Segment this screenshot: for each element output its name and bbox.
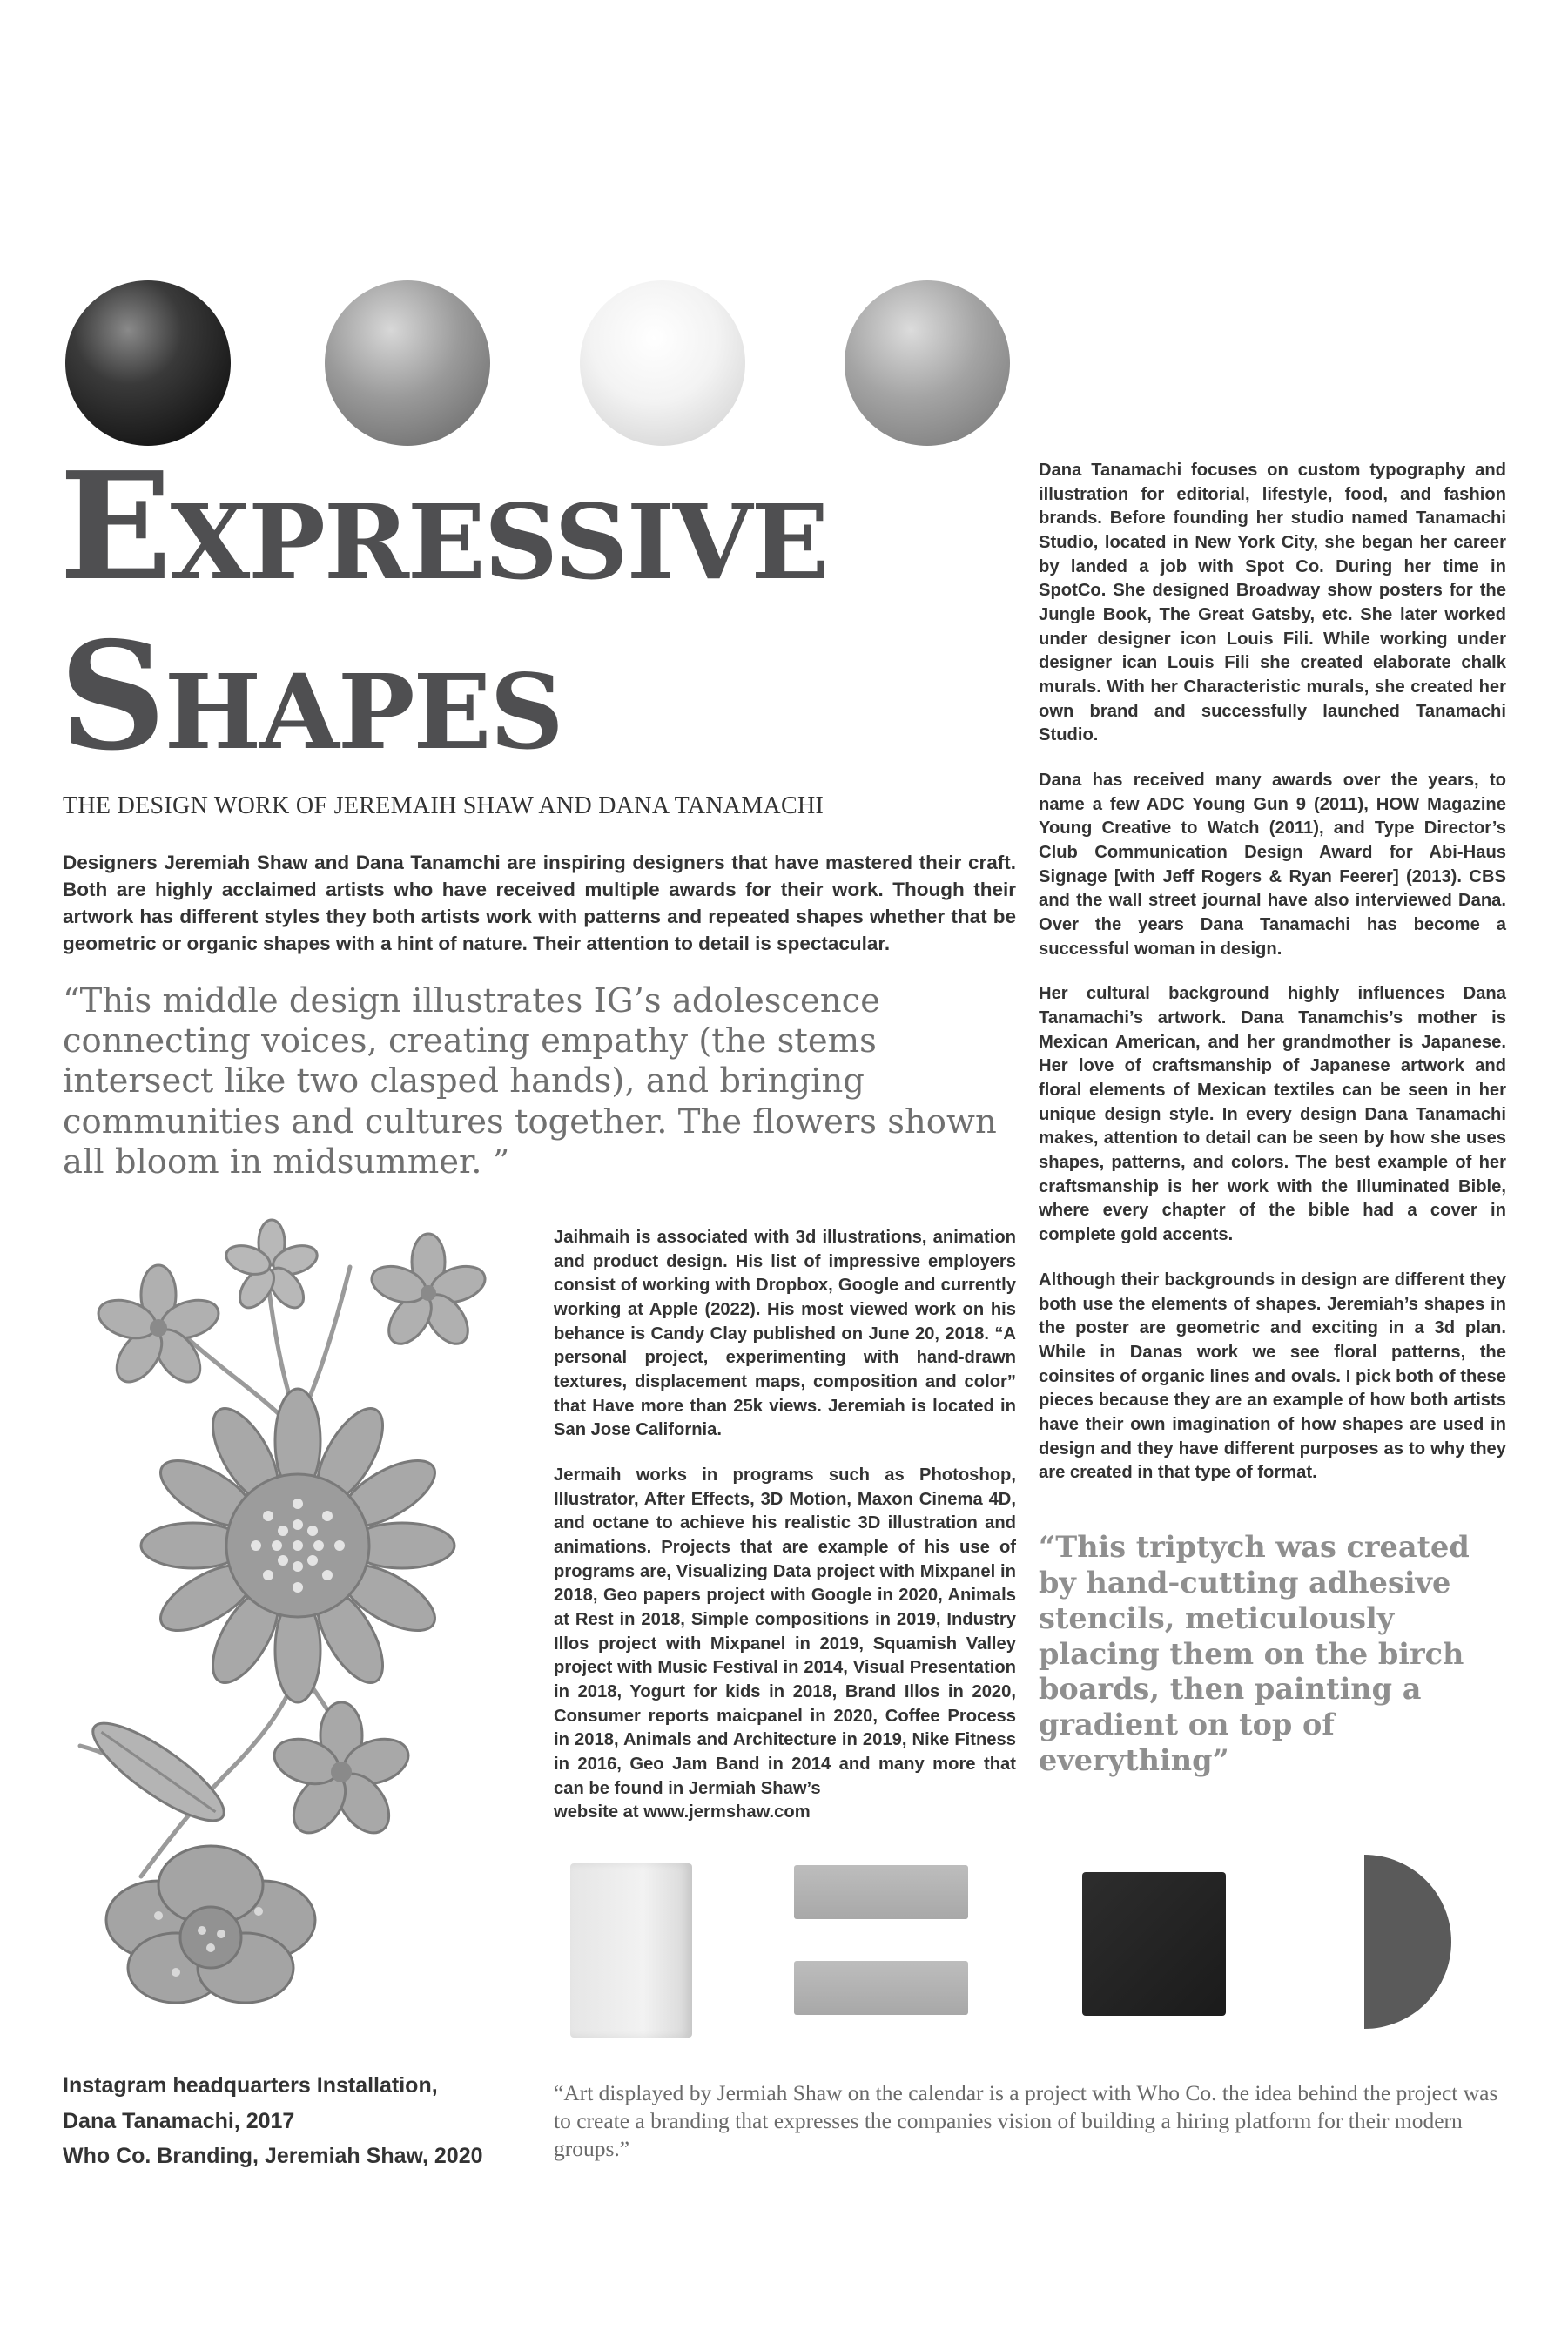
image-captions <box>63 2068 550 2174</box>
middle-design-quote: “This middle design illustrates IG’s adolescence connecting voices, creating empathy (the stems intersect like two clasped hands), and bringing communities and cultures together. The flowers shown all bloom in midsummer. ” <box>63 981 997 1182</box>
black-sphere <box>65 280 231 446</box>
title-initial-s: S <box>59 610 165 784</box>
calendar-quote: “Art displayed by Jermiah Shaw on the calendar is a project with Who Co. the idea behind the project was to create a branding that expresses the companies vision of building a hiring platform for their modern groups.” <box>554 2080 1498 2161</box>
small-flower-2 <box>367 1234 490 1351</box>
right-paragraph-3: Her cultural background highly influences Dana Tanamachi’s artwork. Dana Tanamchis’s mother is Mexican American, and her grandmother is Japanese. Her love of craftsmanship of Japanese artwork and floral elements of Mexican textiles can be seen in her unique design style. In every design Dana Tanamachi makes, attention to detail can be seen by how she uses shapes, patterns, and colors. The best example of her craftsmanship is her work with the Illuminated Bible, where every chapter of the bible had a cover in complete gold accents. <box>1039 984 1506 1245</box>
intro-paragraph: Designers Jeremiah Shaw and Dana Tanamchi are inspiring designers that have mastered their craft. Both are highly acclaimed artists who have received multiple awards for their work. Though their artwork has different styles they both artists work with patterns and repeated shapes whether that be geometric or organic shapes with a hint of nature. Their attention to detail is spectacular. <box>63 852 1016 955</box>
middle-paragraph-1: Jaihmaih is associated with 3d illustrations, animation and product design. His list of impressive employers consist of working with Dropbox, Google and currently working at Apple (2022). His most viewed work on his behance is Candy Clay published on June 20, 2018. “A personal project, experimenting with hand-drawn textures, displacement maps, composition and color” that Have more than 25k views. Jeremiah is located in San Jose California. <box>554 1228 1016 1440</box>
title-initial-e: E <box>59 440 171 614</box>
gray-sphere <box>325 280 490 446</box>
light-gray-sphere <box>845 280 1010 446</box>
right-column <box>1039 459 1506 1506</box>
triptych-quote: “This triptych was created by hand-cutting adhesive stencils, meticulously placing them on the birch boards, then painting a gradient on top of everything” <box>1039 1530 1470 1778</box>
middle-column <box>554 1226 1016 1825</box>
white-block <box>570 1863 692 2038</box>
right-paragraph-2: Dana has received many awards over the years, to name a few ADC Young Gun 9 (2011), HOW Magazine Young Creative to Watch (2011), and Type Director’s Club Communication Design Award for Abi-Haus Signage [with Jeff Rogers & Ryan Feerer] (2013). CBS and the wall street journal have also interviewed Dana. Over the years Dana Tanamachi has become a successful woman in design. <box>1039 771 1506 959</box>
title-rest-hapes: HAPES <box>164 651 562 772</box>
right-paragraph-1: Dana Tanamachi focuses on custom typography and illustration for editorial, lifestyle, food, and fashion brands. Before founding her studio named Tanamachi Studio, located in New York City, she began her career by landed a job with Spot Co. During her time in SpotCo. She designed Broadway show posters for the Jungle Book, The Great Gatsby, etc. She later worked under designer icon Louis Fili. While working under designer ican Louis Fili she created elaborate chalk murals. With her Characteristic murals, she created her own brand and successfully launched Tanamachi Studio. <box>1039 461 1506 745</box>
title-line-shapes <box>59 610 562 784</box>
subtitle: THE DESIGN WORK OF JEREMAIH SHAW AND DANA TANAMACHI <box>63 792 824 819</box>
gray-bar-bottom <box>794 1961 968 2015</box>
leaf-left <box>81 1708 235 1836</box>
small-flower-4 <box>268 1702 414 1842</box>
black-square <box>1082 1872 1226 2016</box>
sunflower <box>141 1389 454 1702</box>
title-rest-xpressive: XPRESSIVE <box>170 482 828 603</box>
website-line: website at www.jermshaw.com <box>554 1802 811 1822</box>
gray-bar-top <box>794 1865 968 1919</box>
half-circle <box>1364 1855 1451 2029</box>
small-flower-1 <box>93 1265 223 1390</box>
peony-flower <box>106 1846 315 2003</box>
right-paragraph-4: Although their backgrounds in design are different they both use the elements of shapes. Jeremiah’s shapes in the poster are geometric and exciting in a 3d plan. While in Danas work we see floral patterns, the coinsites of organic lines and ovals. I pick both of these pieces because they are an example of how both artists have their own imagination of how shapes are used in design and they have different purposes as to why they are created in that type of format. <box>1039 1270 1506 1483</box>
caption-line-3: Who Co. Branding, Jeremiah Shaw, 2020 <box>63 2144 483 2168</box>
caption-line-2: Dana Tanamachi, 2017 <box>63 2108 295 2133</box>
white-sphere <box>580 280 745 446</box>
middle-paragraph-2: Jermaih works in programs such as Photoshop, Illustrator, After Effects, 3D Motion, Maxon Cinema 4D, and octane to achieve his realistic 3D illustration and animations. Projects that are example of his use of programs are, Visualizing Data project with Mixpanel in 2018, Geo papers project with Google in 2020, Animals at Rest in 2018, Simple compositions in 2019, Industry Illos project with Mixpanel in 2019, Squamish Valley project with Music Festival in 2014, Visual Presentation in 2018, Yogurt for kids in 2018, Brand Illos in 2020, Consumer reports maicpanel in 2020, Coffee Process in 2018, Animals and Architecture in 2019, Nike Fitness in 2016, Geo Jam Band in 2014 and many more that can be found in Jermiah Shaw’s <box>554 1465 1016 1798</box>
caption-line-1: Instagram headquarters Installation, <box>63 2073 438 2098</box>
flower-illustration <box>63 1215 533 2020</box>
title-line-expressive <box>59 440 828 614</box>
